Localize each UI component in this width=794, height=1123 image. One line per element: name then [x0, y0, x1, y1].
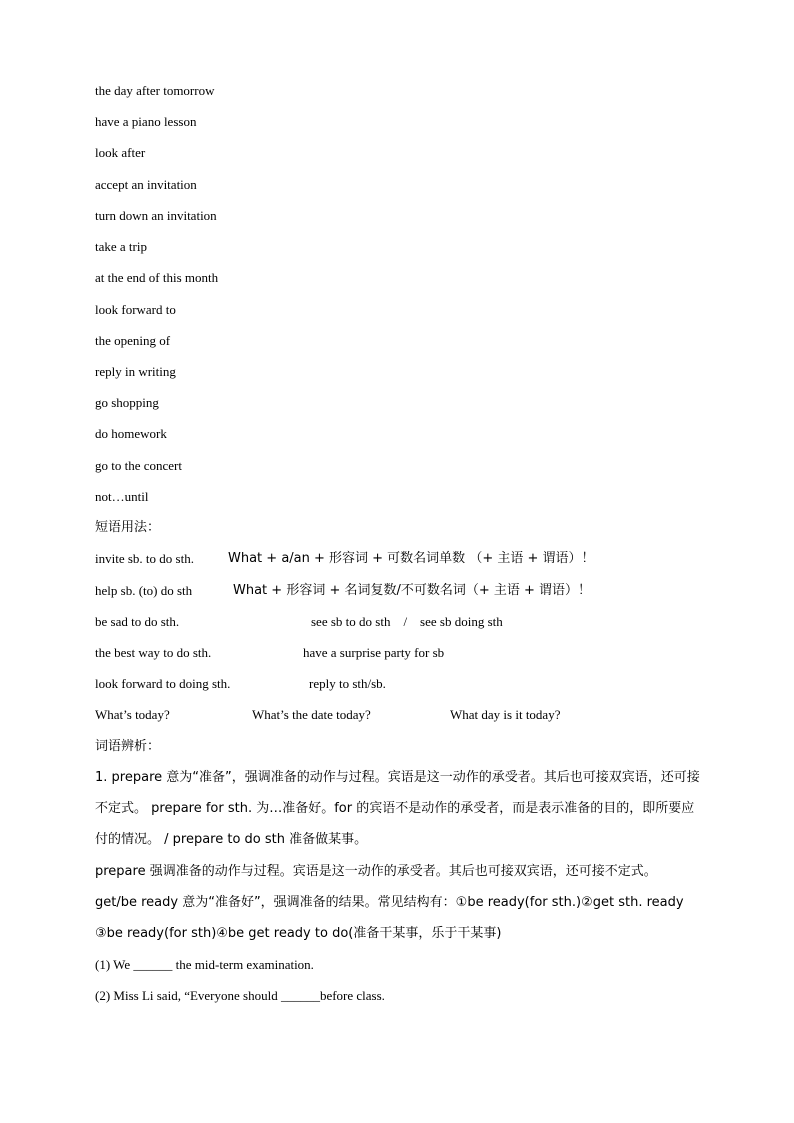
usage-row-middle: What’s the date today? [252, 707, 371, 722]
phrase-item: at the end of this month [95, 270, 219, 285]
usage-row [95, 550, 715, 568]
exercise-question: (2) Miss Li said, “Everyone should ______before class. [95, 988, 385, 1003]
analysis-paragraph-prepare: 1. prepare 意为“准备”，强调准备的动作与过程。宾语是这一动作的承受者。其后也可接双宾语，还可接不定式。 prepare for sth. 为…准备好。for 的宾语不是动作的承受者，而是表示准备的目的，即所要应付的情况。 / prepare to do sth 准备做某事。 [95, 770, 700, 847]
usage-row-left: the best way to do sth. [95, 645, 212, 660]
phrase-item: the day after tomorrow [95, 83, 215, 98]
phrase-item: have a piano lesson [95, 114, 197, 129]
usage-row-left: be sad to do sth. [95, 614, 180, 629]
phrase-item: take a trip [95, 239, 147, 254]
phrase-item: not…until [95, 489, 149, 504]
phrase-item: reply in writing [95, 364, 176, 379]
usage-row-right: see sb to do sth / see sb doing sth [311, 614, 503, 629]
usage-row [95, 675, 715, 693]
phrase-item: look forward to [95, 302, 176, 317]
usage-row-right: What day is it today? [450, 707, 561, 722]
phrase-item: do homework [95, 426, 167, 441]
usage-heading: 短语用法： [95, 520, 161, 535]
usage-row-left: look forward to doing sth. [95, 676, 231, 691]
phrase-item: go shopping [95, 395, 159, 410]
phrase-item: turn down an invitation [95, 208, 217, 223]
usage-row [95, 613, 715, 631]
phrase-item: go to the concert [95, 458, 182, 473]
usage-row-left: What’s today? [95, 707, 170, 722]
phrase-item: the opening of [95, 333, 171, 348]
usage-row-left: invite sb. to do sth. [95, 551, 194, 566]
phrase-item: look after [95, 145, 146, 160]
usage-row-left: help sb. (to) do sth [95, 583, 193, 598]
usage-row [95, 582, 715, 600]
usage-row-right: What + 形容词 + 名词复数/不可数名词（+ 主语 + 谓语）！ [233, 583, 592, 598]
usage-row [95, 706, 715, 724]
usage-row-right: have a surprise party for sb [303, 645, 445, 660]
exercise-question: (1) We ______ the mid-term examination. [95, 957, 314, 972]
usage-row-right: reply to sth/sb. [309, 676, 386, 691]
phrase-item: accept an invitation [95, 177, 197, 192]
analysis-paragraph-prepare-summary: prepare 强调准备的动作与过程。宾语是这一动作的承受者。其后也可接双宾语，还可接不定式。 [95, 864, 657, 879]
usage-row-right: What + a/an + 形容词 + 可数名词单数 （+ 主语 + 谓语）！ [228, 551, 595, 566]
usage-row [95, 644, 715, 662]
analysis-paragraph-get-ready: get/be ready 意为“准备好”，强调准备的结果。常见结构有：①be ready(for sth.)②get sth. ready ③be ready(for sth)④be get ready to do(准备干某事，乐于干某事) [95, 895, 684, 941]
analysis-heading: 词语辨析： [95, 739, 161, 754]
